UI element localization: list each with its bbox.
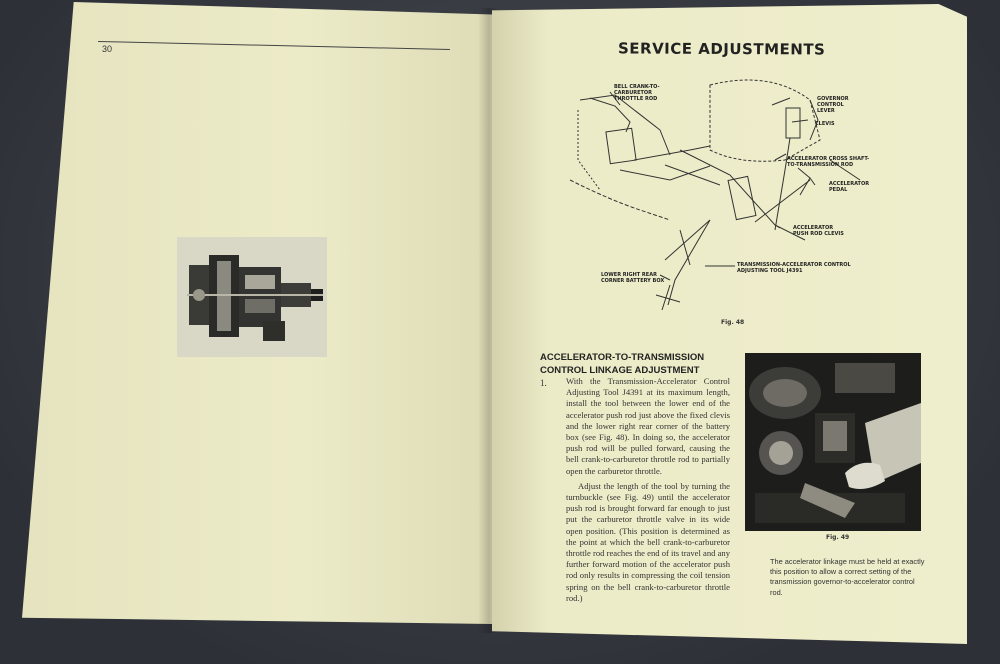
callout-clevis: CLEVIS	[815, 121, 835, 127]
linkage-note: The accelerator linkage must be held at exactly this position to allow a correct setting of the transmission governor-to-accelerator control rod.	[770, 557, 925, 597]
paragraph-2: Adjust the length of the tool by turning the turnbuckle (see Fig. 49) until the accelerator push rod is brought forward far enough to just put the carburetor throttle valve in its wide open position. (This position is determined as the point at which the bell crank-to-carburetor throttle rod reaches the end of its travel and any further forward motion of the accelerator push rod only results in compressing the coil tension spring on the bell crank-to-carburetor throttle rod.)	[566, 480, 730, 603]
paragraph-1: With the Transmission-Accelerator Control Adjusting Tool J4391 at its maximum length, install the tool between the lower end of the accelerator push rod just above the fixed clevis and the lower right rear corner of the battery box (see Fig. 48). In doing so, the accelerator push rod will be pulled forward, causing the bell crank-to-carburetor throttle rod to partially open the carburetor throttle.	[566, 376, 730, 476]
callout-bell-crank: BELL CRANK-TO- CARBURETOR THROTTLE ROD	[614, 84, 660, 102]
section-heading: ACCELERATOR-TO-TRANSMISSION CONTROL LINKAGE ADJUSTMENT	[540, 352, 705, 376]
callout-governor-lever: GOVERNOR CONTROL LEVER	[817, 96, 849, 114]
transmission-cutaway-photo	[177, 237, 327, 357]
callout-accelerator-pedal: ACCELERATOR PEDAL	[829, 181, 870, 193]
callout-cross-shaft-rod: ACCELERATOR CROSS SHAFT- TO-TRANSMISSION ROD	[787, 156, 870, 168]
callout-adjusting-tool: TRANSMISSION-ACCELERATOR CONTROL ADJUSTING TOOL J4391	[737, 262, 851, 274]
fig-49-caption: Fig. 49	[826, 534, 850, 541]
page-number: 30	[102, 44, 113, 54]
step-number: 1.	[540, 378, 547, 388]
callout-battery-box: LOWER RIGHT REAR CORNER BATTERY BOX	[601, 272, 665, 284]
page-title: SERVICE ADJUSTMENTS	[617, 39, 826, 59]
callout-push-rod-clevis: ACCELERATOR PUSH ROD CLEVIS	[793, 225, 844, 237]
fig-48-caption: Fig. 48	[721, 319, 745, 326]
fig-49-engine-photo	[745, 353, 921, 531]
body-text	[566, 376, 730, 608]
